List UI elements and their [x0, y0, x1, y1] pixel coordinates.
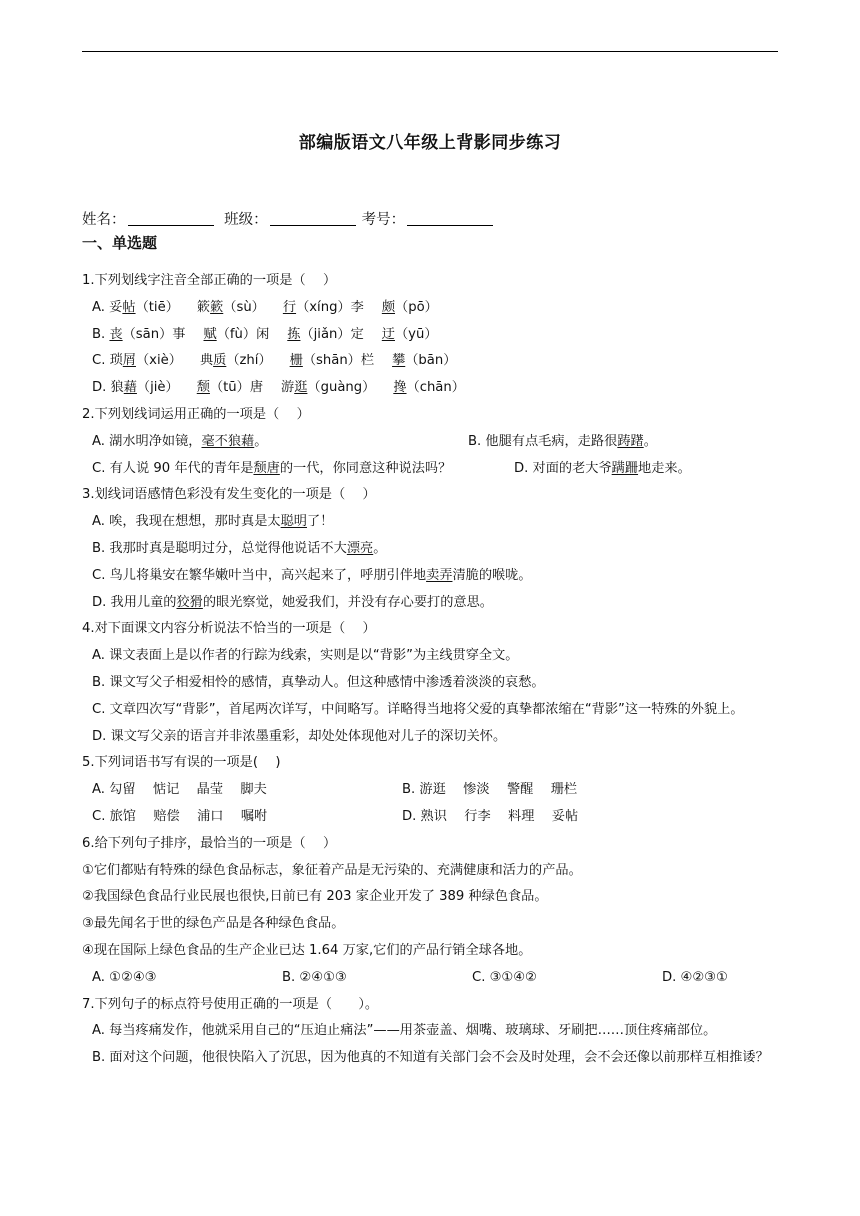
question-4-stem: 4.对下面课文内容分析说法不恰当的一项是（ ）	[82, 621, 376, 637]
question-6-sentence-2: ②我国绿色食品行业民展也很快,日前已有 203 家企业开发了 389 种绿色食品。	[82, 889, 548, 905]
underlined-char: 屑	[122, 353, 136, 369]
pinyin: （shān）栏	[302, 353, 375, 369]
option-text: D. 我用儿童的	[92, 594, 177, 610]
question-4-option-a[interactable]: A. 课文表面上是以作者的行踪为线索，实则是以“背影”为主线贯穿全文。	[92, 648, 519, 664]
question-2-option-d[interactable]	[514, 456, 691, 483]
option-text: 。	[373, 540, 387, 556]
section-heading: 一、单选题	[82, 234, 158, 252]
option-text: D. 狼	[92, 380, 124, 396]
pinyin: （pō）	[395, 299, 438, 315]
option-text: B. 他腿有点毛病，走路很	[468, 433, 618, 449]
underlined-char: 颇	[381, 299, 396, 315]
question-1-option-a[interactable]	[82, 295, 782, 322]
option-text: 地走来。	[638, 460, 691, 476]
question-6-sentence-1: ①它们都贴有特殊的绿色食品标志，象征着产品是无污染的、充满健康和活力的产品。	[82, 862, 582, 878]
underlined-char: 质	[213, 353, 227, 369]
pinyin: （jiè）	[136, 380, 179, 396]
pinyin: （guàng）	[307, 380, 376, 396]
underlined-word: 毫不狼藉	[201, 433, 255, 449]
pinyin: （sān）事	[122, 326, 186, 342]
underlined-word: 聪明	[280, 514, 307, 530]
pinyin: （xíng）李	[296, 299, 364, 315]
question-3-option-a[interactable]	[82, 509, 782, 536]
underlined-word: 卖弄	[426, 567, 453, 583]
question-3-option-b[interactable]	[82, 536, 782, 563]
question-6-sentence-4: ④现在国际上绿色食品的生产企业已达 1.64 万家,它们的产品行销全球各地。	[82, 942, 532, 958]
question-1-option-b[interactable]	[82, 322, 782, 349]
underlined-word: 蹒跚	[611, 460, 639, 476]
option-text: 了！	[307, 514, 334, 530]
pinyin: （zhí）	[226, 353, 272, 369]
pinyin: （bān）	[405, 353, 457, 369]
question-2-options-ab	[82, 429, 782, 456]
underlined-char: 拣	[287, 326, 301, 342]
question-5-option-d[interactable]: D. 熟识 行李 料理 妥帖	[402, 808, 579, 824]
pinyin: （jiǎn）定	[300, 326, 364, 342]
underlined-char: 栅	[289, 353, 303, 369]
option-text: A. 唉，我现在想想，那时真是太	[92, 514, 281, 530]
question-1-option-c[interactable]	[82, 348, 782, 375]
number-label: 考号：	[361, 212, 406, 228]
question-2-options-cd	[82, 456, 782, 483]
question-6-option-c[interactable]: C. ③①④②	[472, 969, 537, 985]
question-2-option-b[interactable]	[468, 429, 657, 456]
question-6-option-b[interactable]: B. ②④①③	[282, 969, 347, 985]
question-7-option-b[interactable]: B. 面对这个问题，他很快陷入了沉思，因为他真的不知道有关部门会不会及时处理，会不会还像以前那样互相推诿？	[92, 1050, 769, 1066]
question-6-option-a[interactable]: A. ①②④③	[92, 969, 157, 985]
question-4-option-b[interactable]: B. 课文写父子相爱相怜的感情，真挚动人。但这种感情中渗透着淡淡的哀愁。	[92, 674, 545, 690]
underlined-char: 藉	[123, 380, 137, 396]
option-text: C. 有人说 90 年代的青年是	[92, 460, 254, 476]
question-6-option-d[interactable]: D. ④②③①	[662, 969, 728, 985]
question-6-stem: 6.给下列句子排序，最恰当的一项是（ ）	[82, 835, 337, 851]
question-6-sentence-3: ③最先闻名于世的绿色产品是各种绿色食品。	[82, 916, 345, 932]
question-6-options	[82, 965, 782, 992]
option-text: 游	[281, 380, 295, 396]
question-3-option-d[interactable]	[82, 590, 782, 617]
number-blank[interactable]	[407, 211, 493, 226]
pinyin: （chān）	[406, 380, 465, 396]
option-text: A. 湖水明净如镜，	[92, 433, 202, 449]
question-1-option-d[interactable]	[82, 375, 782, 402]
question-7-option-a[interactable]: A. 每当疼痛发作，他就采用自己的“压迫止痛法”——用茶壶盖、烟嘴、玻璃球、牙刷把……顶住疼痛部位。	[92, 1023, 717, 1039]
pinyin: （tiē）	[135, 299, 179, 315]
option-text: 簌	[196, 299, 211, 315]
class-blank[interactable]	[270, 211, 356, 226]
underlined-char: 迂	[381, 326, 395, 342]
option-text: D. 对面的老大爷	[514, 460, 612, 476]
pinyin: （sù）	[223, 299, 265, 315]
underlined-char: 逛	[294, 380, 308, 396]
question-3-stem: 3.划线词语感情色彩没有发生变化的一项是（ ）	[82, 487, 376, 503]
underlined-char: 丧	[109, 326, 123, 342]
underlined-word: 漂亮	[346, 540, 374, 556]
underlined-char: 行	[282, 299, 297, 315]
question-5-options-cd	[82, 804, 782, 831]
question-7-stem: 7.下列句子的标点符号使用正确的一项是（ ）。	[82, 996, 379, 1012]
option-text: 的一代，你同意这种说法吗？	[279, 460, 452, 476]
pinyin: （tū）唐	[209, 380, 264, 396]
pinyin: （yū）	[394, 326, 438, 342]
option-text: 。	[254, 433, 268, 449]
underlined-char: 颓	[196, 380, 210, 396]
question-5-option-c[interactable]: C. 旅馆 赔偿 浦口 嘱咐	[92, 808, 268, 824]
question-list	[82, 268, 782, 1072]
question-5-option-a[interactable]: A. 勾留 惦记 晶莹 脚夫	[92, 782, 267, 798]
option-text: C. 琐	[92, 353, 123, 369]
class-label: 班级：	[224, 212, 268, 228]
option-text: C. 鸟儿将巢安在繁华嫩叶当中，高兴起来了，呼朋引伴地	[92, 567, 427, 583]
page-title: 部编版语文八年级上背影同步练习	[298, 133, 562, 153]
question-5-stem: 5.下列词语书写有误的一项是( )	[82, 755, 281, 771]
header-rule	[82, 51, 778, 52]
underlined-word: 踌躇	[617, 433, 644, 449]
name-blank[interactable]	[128, 211, 214, 226]
underlined-char: 帖	[122, 299, 136, 315]
question-3-option-c[interactable]	[82, 563, 782, 590]
pinyin: （xiè）	[135, 353, 182, 369]
underlined-word: 狡猾	[176, 594, 203, 610]
question-2-option-a[interactable]	[92, 429, 267, 456]
question-4-option-c[interactable]: C. 文章四次写“背影”，首尾两次详写，中间略写。详略得当地将父爱的真挚都浓缩在“背影”这一特殊的外貌上。	[92, 701, 744, 717]
student-info-line	[82, 208, 499, 229]
underlined-word: 颓唐	[253, 460, 280, 476]
question-5-options-ab	[82, 777, 782, 804]
option-text: 。	[643, 433, 657, 449]
option-text: B. 我那时真是聪明过分，总觉得他说话不大	[92, 540, 347, 556]
underlined-char: 簌	[210, 299, 224, 315]
question-1-stem: 1.下列划线字注音全部正确的一项是（ ）	[82, 273, 337, 288]
question-5-option-b[interactable]: B. 游逛 惨淡 警醒 珊栏	[402, 782, 578, 798]
question-4-option-d[interactable]: D. 课文写父亲的语言并非浓墨重彩，却处处体现他对儿子的深切关怀。	[92, 728, 507, 744]
question-2-stem: 2.下列划线词运用正确的一项是（ ）	[82, 406, 310, 422]
option-text: A. 妥	[92, 299, 123, 315]
name-label: 姓名：	[82, 212, 126, 228]
option-text: 的眼光察觉，她爱我们，并没有存心要打的意思。	[202, 594, 493, 610]
underlined-char: 搀	[393, 380, 407, 396]
option-text: B.	[92, 326, 110, 342]
question-2-option-c[interactable]	[92, 456, 451, 483]
option-text: 清脆的喉咙。	[452, 567, 532, 583]
underlined-char: 赋	[203, 326, 217, 342]
option-text: 典	[199, 353, 214, 369]
pinyin: （fù）闲	[216, 326, 270, 342]
underlined-char: 攀	[392, 353, 406, 369]
